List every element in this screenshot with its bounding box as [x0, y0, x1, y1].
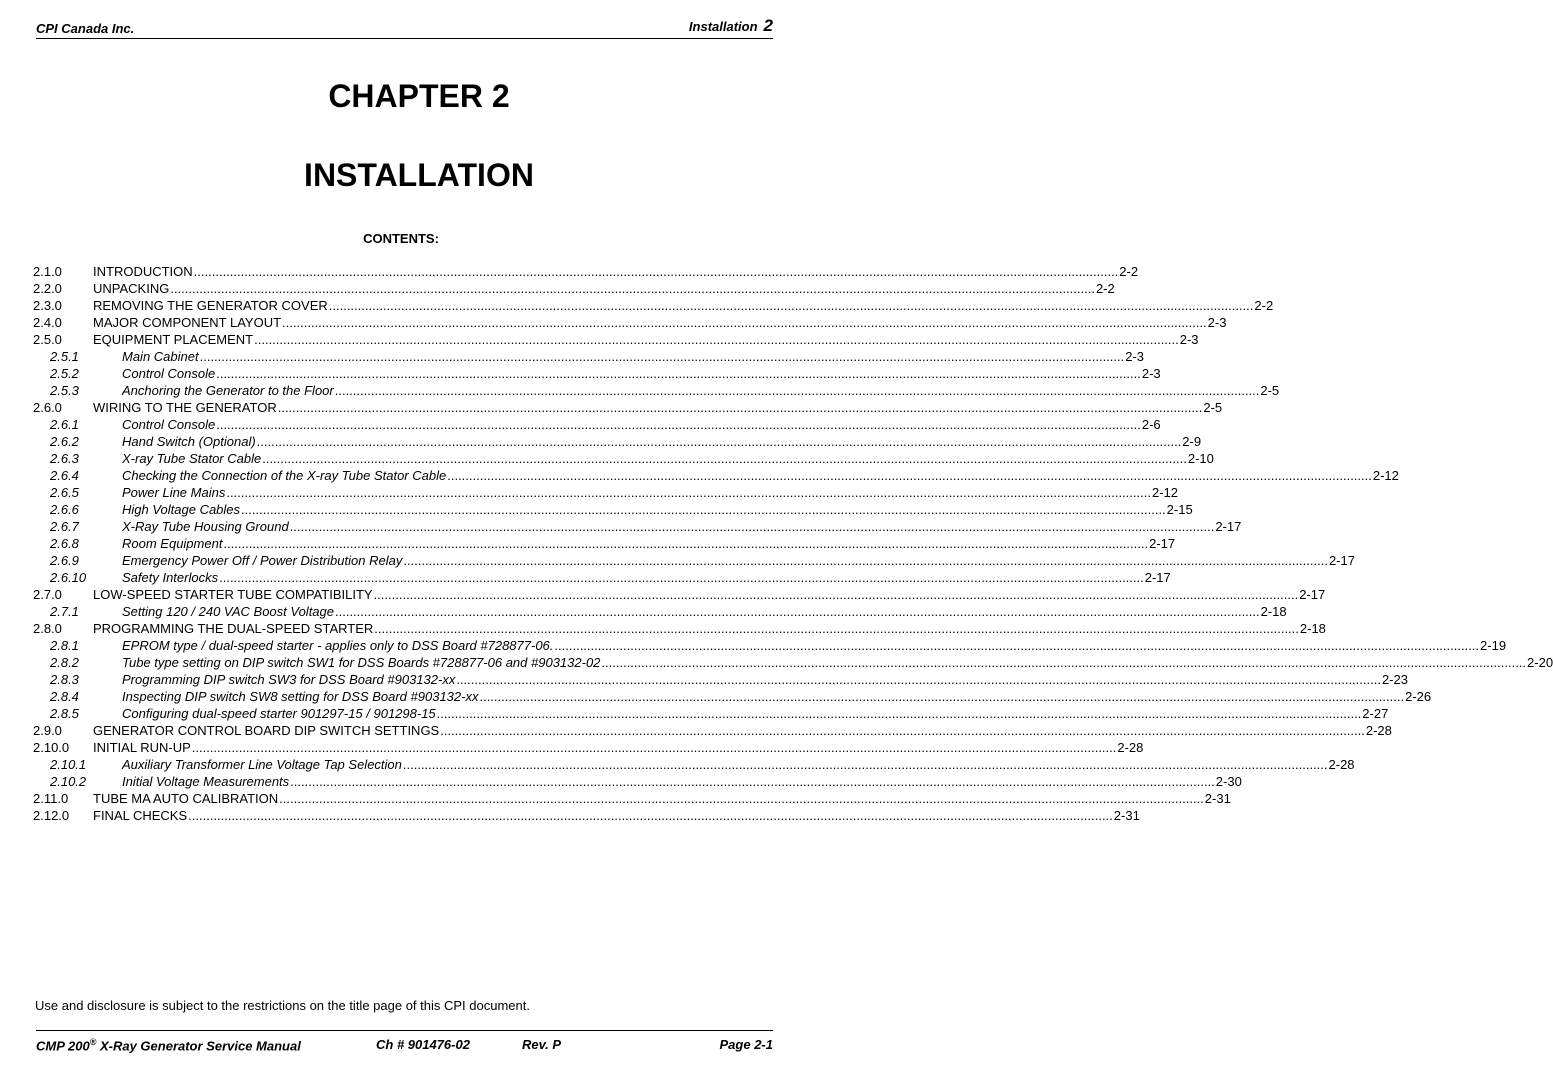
toc-entry[interactable]: [33, 807, 1140, 824]
toc-entry-number: 2.5.1: [50, 349, 79, 364]
footer-trademark: ®: [89, 1037, 97, 1047]
toc-leader-dots: [290, 518, 1215, 535]
toc-entry[interactable]: [33, 552, 1355, 569]
contents-heading: CONTENTS:: [363, 231, 439, 246]
toc-entry-label: Configuring dual-speed starter 901297-15 / 901298-15: [122, 706, 436, 721]
toc-entry-label: Emergency Power Off / Power Distribution Relay: [122, 553, 403, 568]
toc-entry-page: 2-15: [1166, 502, 1193, 517]
toc-entry-page: 2-3: [1141, 366, 1161, 381]
toc-entry-page: 2-2: [1254, 298, 1274, 313]
toc-leader-dots: [254, 331, 1179, 348]
toc-entry[interactable]: [33, 586, 1326, 603]
footer-revision: Rev. P: [522, 1037, 562, 1052]
toc-leader-dots: [447, 467, 1372, 484]
toc-entry-label: Room Equipment: [122, 536, 223, 551]
toc-leader-dots: [329, 297, 1254, 314]
toc-entry-page: 2-5: [1203, 400, 1223, 415]
toc-entry-label: INTRODUCTION: [93, 264, 193, 279]
toc-entry-label: X-ray Tube Stator Cable: [122, 451, 262, 466]
footer-manual-title: [36, 1037, 301, 1053]
toc-entry[interactable]: [33, 620, 1326, 637]
toc-entry[interactable]: [33, 263, 1139, 280]
toc-entry[interactable]: [33, 365, 1161, 382]
toc-entry-number: 2.5.0: [33, 332, 62, 347]
toc-leader-dots: [188, 807, 1113, 824]
toc-entry-label: GENERATOR CONTROL BOARD DIP SWITCH SETTINGS: [93, 723, 440, 738]
toc-entry-number: 2.5.3: [50, 383, 79, 398]
toc-entry-page: 2-6: [1141, 417, 1161, 432]
toc-entry[interactable]: [33, 722, 1392, 739]
toc-entry[interactable]: [33, 348, 1145, 365]
toc-leader-dots: [200, 348, 1125, 365]
toc-entry-page: 2-27: [1362, 706, 1389, 721]
toc-entry-number: 2.6.4: [50, 468, 79, 483]
page-header: [36, 14, 773, 39]
toc-entry-page: 2-28: [1117, 740, 1144, 755]
toc-leader-dots: [601, 654, 1526, 671]
toc-leader-dots: [335, 382, 1260, 399]
toc-entry[interactable]: [33, 416, 1161, 433]
toc-leader-dots: [226, 484, 1151, 501]
toc-entry-label: Checking the Connection of the X-ray Tube Stator Cable: [122, 468, 447, 483]
toc-entry[interactable]: [33, 569, 1171, 586]
toc-leader-dots: [290, 773, 1215, 790]
toc-entry-page: 2-19: [1480, 638, 1507, 653]
footer-page-number: Page 2-1: [719, 1037, 773, 1052]
toc-entry-label: Setting 120 / 240 VAC Boost Voltage: [122, 604, 334, 619]
toc-entry-number: 2.6.6: [50, 502, 79, 517]
toc-entry-number: 2.10.2: [50, 774, 87, 789]
toc-entry-label: PROGRAMMING THE DUAL-SPEED STARTER: [93, 621, 374, 636]
toc-entry-number: 2.7.1: [50, 604, 79, 619]
footer-note: Use and disclosure is subject to the restrictions on the title page of this CPI document.: [35, 998, 530, 1013]
toc-leader-dots: [223, 535, 1148, 552]
toc-entry-page: 2-2: [1119, 264, 1139, 279]
toc-entry[interactable]: [33, 297, 1274, 314]
toc-entry-number: 2.6.10: [50, 570, 87, 585]
toc-entry-label: Auxiliary Transformer Line Voltage Tap Selection: [122, 757, 402, 772]
toc-leader-dots: [456, 671, 1381, 688]
toc-entry[interactable]: [33, 280, 1115, 297]
toc-entry[interactable]: [33, 688, 1432, 705]
toc-entry[interactable]: [33, 603, 1287, 620]
toc-entry-number: 2.6.8: [50, 536, 79, 551]
toc-entry-number: 2.9.0: [33, 723, 62, 738]
toc-entry-page: 2-28: [1365, 723, 1392, 738]
toc-leader-dots: [403, 552, 1328, 569]
toc-entry-label: UNPACKING: [93, 281, 170, 296]
toc-entry-number: 2.6.0: [33, 400, 62, 415]
toc-entry-number: 2.6.3: [50, 451, 79, 466]
table-of-contents: [33, 263, 1553, 824]
toc-leader-dots: [194, 263, 1119, 280]
toc-leader-dots: [282, 314, 1207, 331]
toc-entry-number: 2.8.5: [50, 706, 79, 721]
toc-entry-page: 2-18: [1260, 604, 1287, 619]
toc-entry-number: 2.11.0: [33, 791, 69, 806]
toc-entry-page: 2-17: [1299, 587, 1326, 602]
header-section-label: Installation: [688, 19, 758, 34]
header-section: [689, 16, 773, 36]
toc-entry-number: 2.6.9: [50, 553, 79, 568]
toc-entry[interactable]: [33, 739, 1144, 756]
toc-entry-number: 2.6.1: [50, 417, 79, 432]
toc-leader-dots: [335, 603, 1260, 620]
toc-leader-dots: [554, 637, 1479, 654]
toc-entry-label: Tube type setting on DIP switch SW1 for DSS Boards #728877-06 and #903132-02: [122, 655, 601, 670]
toc-entry[interactable]: [33, 790, 1231, 807]
toc-entry-number: 2.8.2: [50, 655, 79, 670]
toc-entry[interactable]: [33, 331, 1199, 348]
toc-entry-label: EQUIPMENT PLACEMENT: [93, 332, 254, 347]
toc-entry-page: 2-30: [1215, 774, 1242, 789]
toc-leader-dots: [216, 416, 1141, 433]
toc-entry[interactable]: [33, 637, 1507, 654]
toc-entry-label: FINAL CHECKS: [93, 808, 188, 823]
toc-leader-dots: [170, 280, 1095, 297]
toc-entry-label: Inspecting DIP switch SW8 setting for DSS Board #903132-xx: [122, 689, 479, 704]
toc-entry-number: 2.4.0: [33, 315, 62, 330]
toc-leader-dots: [216, 365, 1141, 382]
toc-entry-page: 2-12: [1372, 468, 1399, 483]
toc-entry-page: 2-17: [1149, 536, 1176, 551]
toc-entry-number: 2.5.2: [50, 366, 79, 381]
toc-entry-label: Main Cabinet: [122, 349, 199, 364]
toc-entry-number: 2.3.0: [33, 298, 62, 313]
toc-leader-dots: [479, 688, 1404, 705]
toc-entry-number: 2.12.0: [33, 808, 70, 823]
header-section-number: 2: [763, 16, 773, 35]
toc-entry[interactable]: [33, 756, 1355, 773]
toc-entry[interactable]: [33, 773, 1242, 790]
toc-entry-page: 2-28: [1328, 757, 1355, 772]
toc-entry-label: Anchoring the Generator to the Floor: [122, 383, 334, 398]
toc-leader-dots: [192, 739, 1117, 756]
toc-entry-label: EPROM type / dual-speed starter - applies only to DSS Board #728877-06.: [122, 638, 554, 653]
page-title: INSTALLATION: [304, 157, 534, 193]
toc-entry-number: 2.10.0: [33, 740, 70, 755]
toc-entry-number: 2.8.3: [50, 672, 79, 687]
toc-entry[interactable]: [33, 705, 1389, 722]
toc-entry[interactable]: [33, 467, 1399, 484]
toc-entry-label: High Voltage Cables: [122, 502, 241, 517]
toc-entry[interactable]: [33, 314, 1227, 331]
toc-entry-number: 2.6.7: [50, 519, 79, 534]
toc-entry-label: WIRING TO THE GENERATOR: [93, 400, 277, 415]
toc-entry[interactable]: [33, 484, 1178, 501]
toc-entry-page: 2-9: [1182, 434, 1202, 449]
toc-entry-label: Programming DIP switch SW3 for DSS Board #903132-xx: [122, 672, 456, 687]
toc-entry-label: Control Console: [122, 366, 216, 381]
toc-entry-label: REMOVING THE GENERATOR COVER: [93, 298, 328, 313]
toc-entry-page: 2-26: [1405, 689, 1432, 704]
toc-entry-page: 2-31: [1113, 808, 1140, 823]
header-company: CPI Canada Inc.: [36, 21, 135, 36]
toc-entry-label: MAJOR COMPONENT LAYOUT: [93, 315, 282, 330]
toc-entry-page: 2-31: [1204, 791, 1231, 806]
toc-entry-page: 2-17: [1328, 553, 1355, 568]
toc-entry-number: 2.6.5: [50, 485, 79, 500]
toc-entry[interactable]: [33, 501, 1193, 518]
toc-leader-dots: [440, 722, 1365, 739]
toc-entry[interactable]: [33, 399, 1223, 416]
toc-entry[interactable]: [33, 433, 1202, 450]
toc-entry-number: 2.2.0: [33, 281, 62, 296]
toc-entry-page: 2-3: [1179, 332, 1199, 347]
toc-entry-number: 2.6.2: [50, 434, 79, 449]
toc-entry[interactable]: [33, 654, 1553, 671]
toc-entry-label: Power Line Mains: [122, 485, 226, 500]
toc-entry-label: INITIAL RUN-UP: [93, 740, 191, 755]
toc-entry-page: 2-5: [1260, 383, 1280, 398]
toc-entry[interactable]: [33, 518, 1242, 535]
toc-entry-page: 2-3: [1207, 315, 1227, 330]
toc-leader-dots: [262, 450, 1187, 467]
toc-entry-page: 2-12: [1151, 485, 1178, 500]
toc-entry-page: 2-17: [1215, 519, 1242, 534]
toc-entry-number: 2.8.1: [50, 638, 79, 653]
toc-leader-dots: [278, 399, 1203, 416]
toc-entry-number: 2.8.0: [33, 621, 62, 636]
toc-entry-number: 2.8.4: [50, 689, 79, 704]
footer-chapter-number: Ch # 901476-02: [376, 1037, 470, 1052]
toc-leader-dots: [403, 756, 1328, 773]
toc-entry-page: 2-17: [1144, 570, 1171, 585]
toc-entry-label: TUBE MA AUTO CALIBRATION: [93, 791, 279, 806]
toc-entry-number: 2.7.0: [33, 587, 62, 602]
toc-entry-label: Initial Voltage Measurements: [122, 774, 290, 789]
toc-entry-page: 2-2: [1095, 281, 1115, 296]
footer-product: CMP 200: [36, 1038, 90, 1054]
toc-entry-label: Hand Switch (Optional): [122, 434, 256, 449]
toc-entry-page: 2-20: [1527, 655, 1553, 670]
toc-entry-page: 2-10: [1187, 451, 1214, 466]
toc-leader-dots: [279, 790, 1204, 807]
toc-entry-number: 2.10.1: [50, 757, 87, 772]
toc-leader-dots: [374, 620, 1299, 637]
footer-title-suffix: X-Ray Generator Service Manual: [96, 1038, 301, 1054]
toc-leader-dots: [374, 586, 1299, 603]
toc-entry-page: 2-23: [1381, 672, 1408, 687]
page-footer: [36, 1030, 773, 1061]
toc-entry-label: X-Ray Tube Housing Ground: [122, 519, 289, 534]
toc-entry[interactable]: [33, 382, 1280, 399]
toc-entry-page: 2-18: [1299, 621, 1326, 636]
toc-leader-dots: [241, 501, 1166, 518]
toc-leader-dots: [437, 705, 1362, 722]
toc-entry-label: Safety Interlocks: [122, 570, 219, 585]
toc-leader-dots: [257, 433, 1182, 450]
chapter-heading: CHAPTER 2: [328, 78, 510, 114]
toc-entry-label: LOW-SPEED STARTER TUBE COMPATIBILITY: [93, 587, 373, 602]
toc-entry[interactable]: [33, 535, 1176, 552]
toc-entry-label: Control Console: [122, 417, 216, 432]
toc-entry-page: 2-3: [1125, 349, 1145, 364]
toc-entry[interactable]: [33, 671, 1408, 688]
toc-entry[interactable]: [33, 450, 1214, 467]
toc-entry-number: 2.1.0: [33, 264, 62, 279]
toc-leader-dots: [219, 569, 1144, 586]
